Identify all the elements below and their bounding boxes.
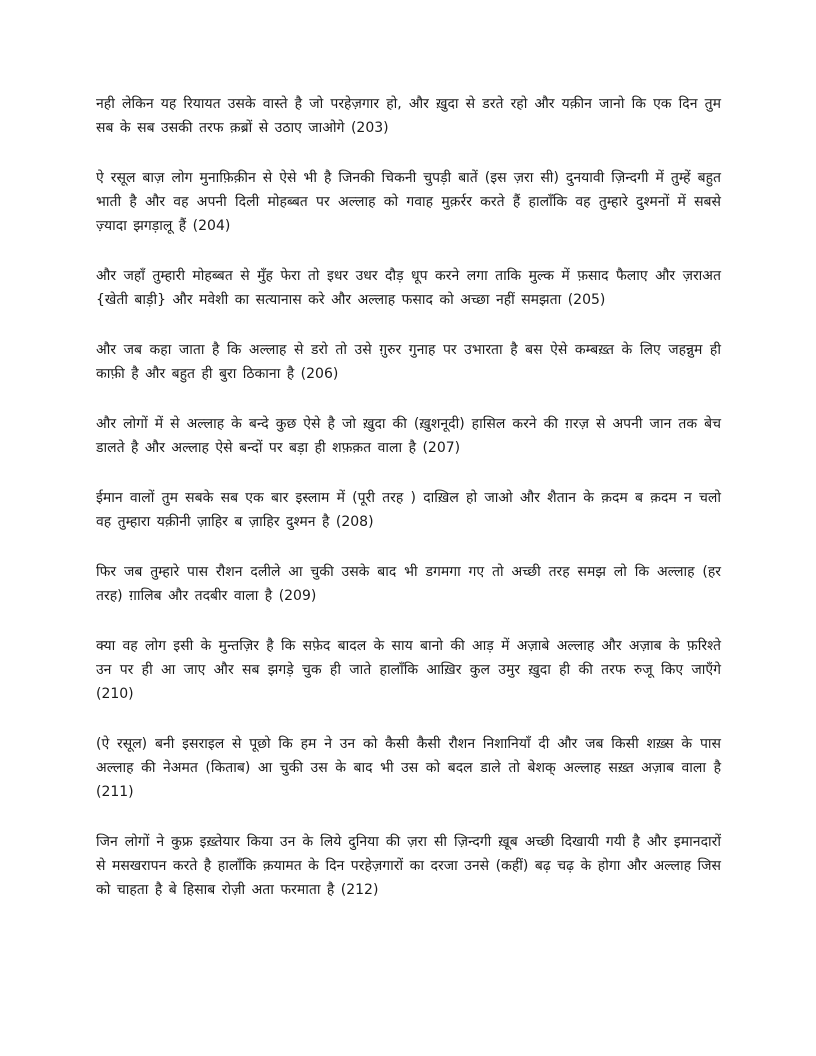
document-body xyxy=(96,92,721,928)
verse-paragraph-211: (ऐ रसूल) बनी इसराइल से पूछो कि हम ने उन को कैसी कैसी रौशन निशानियाँ दी और जब किसी शख़्स के पास अल्लाह की नेअमत (किताब) आ चुकी उस के बाद भी उस को बदल डाले तो बेशक् अल्लाह सख़्त अज़ाब वाला है (211) xyxy=(96,736,721,800)
verse-paragraph-204: ऐ रसूल बाज़ लोग मुनाफ़िक़ीन से ऐसे भी है जिनकी चिकनी चुपड़ी बातें (इस ज़रा सी) दुनयावी ज़िन्दगी में तुम्हें बहुत भाती है और वह अपनी दिली मोहब्बत पर अल्लाह को गवाह मुक़र्रर करते हैं हालाँकि वह तुम्हारे दुश्मनों में सबसे ज़्यादा झगड़ालू हैं (204) xyxy=(96,170,721,234)
verse-paragraph-209: फिर जब तुम्हारे पास रौशन दलीले आ चुकी उसके बाद भी डगमगा गए तो अच्छी तरह समझ लो कि अल्लाह (हर तरह) ग़ालिब और तदबीर वाला है (209) xyxy=(96,564,721,604)
verse-paragraph-203: नही लेकिन यह रियायत उसके वास्ते है जो परहेज़गार हो, और ख़ुदा से डरते रहो और यक़ीन जानो कि एक दिन तुम सब के सब उसकी तरफ क़ब्रों से उठाए जाओगे (203) xyxy=(96,96,721,136)
verse-paragraph-206: और जब कहा जाता है कि अल्लाह से डरो तो उसे ग़ुरुर गुनाह पर उभारता है बस ऐसे कम्बख़्त के लिए जहन्नुम ही काफ़ी है और बहुत ही बुरा ठिकाना है (206) xyxy=(96,342,721,382)
verse-paragraph-205: और जहाँ तुम्हारी मोहब्बत से मुँह फेरा तो इधर उधर दौड़ धूप करने लगा ताकि मुल्क में फ़साद फैलाए और ज़राअत {खेती बाड़ी} और मवेशी का सत्यानास करे और अल्लाह फसाद को अच्छा नहीं समझता (205) xyxy=(96,268,721,308)
verse-paragraph-208: ईमान वालों तुम सबके सब एक बार इस्लाम में (पूरी तरह ) दाख़िल हो जाओ और शैतान के क़दम ब क़दम न चलो वह तुम्हारा यक़ीनी ज़ाहिर ब ज़ाहिर दुश्मन है (208) xyxy=(96,490,721,530)
verse-paragraph-207: और लोगों में से अल्लाह के बन्दे कुछ ऐसे है जो ख़ुदा की (ख़ुशनूदी) हासिल करने की ग़रज़ से अपनी जान तक बेच डालते है और अल्लाह ऐसे बन्दों पर बड़ा ही शफ़क़त वाला है (207) xyxy=(96,416,721,456)
verse-paragraph-210: क्या वह लोग इसी के मुन्तज़िर है कि सफ़ेद बादल के साय बानो की आड़ में अज़ाबे अल्लाह और अज़ाब के फ़रिश्ते उन पर ही आ जाए और सब झगड़े चुक ही जाते हालाँकि आख़िर कुल उमुर ख़ुदा ही की तरफ रुजू किए जाएँगे (210) xyxy=(96,638,721,702)
verse-paragraph-212: जिन लोगों ने कुफ्र इख़्तेयार किया उन के लिये दुनिया की ज़रा सी ज़िन्दगी ख़ूब अच्छी दिखायी गयी है और इमानदारों से मसखरापन करते है हालाँकि क़यामत के दिन परहेज़गारों का दरजा उनसे (कहीं) बढ़ चढ़ के होगा और अल्लाह जिस को चाहता है बे हिसाब रोज़ी अता फरमाता है (212) xyxy=(96,834,721,898)
